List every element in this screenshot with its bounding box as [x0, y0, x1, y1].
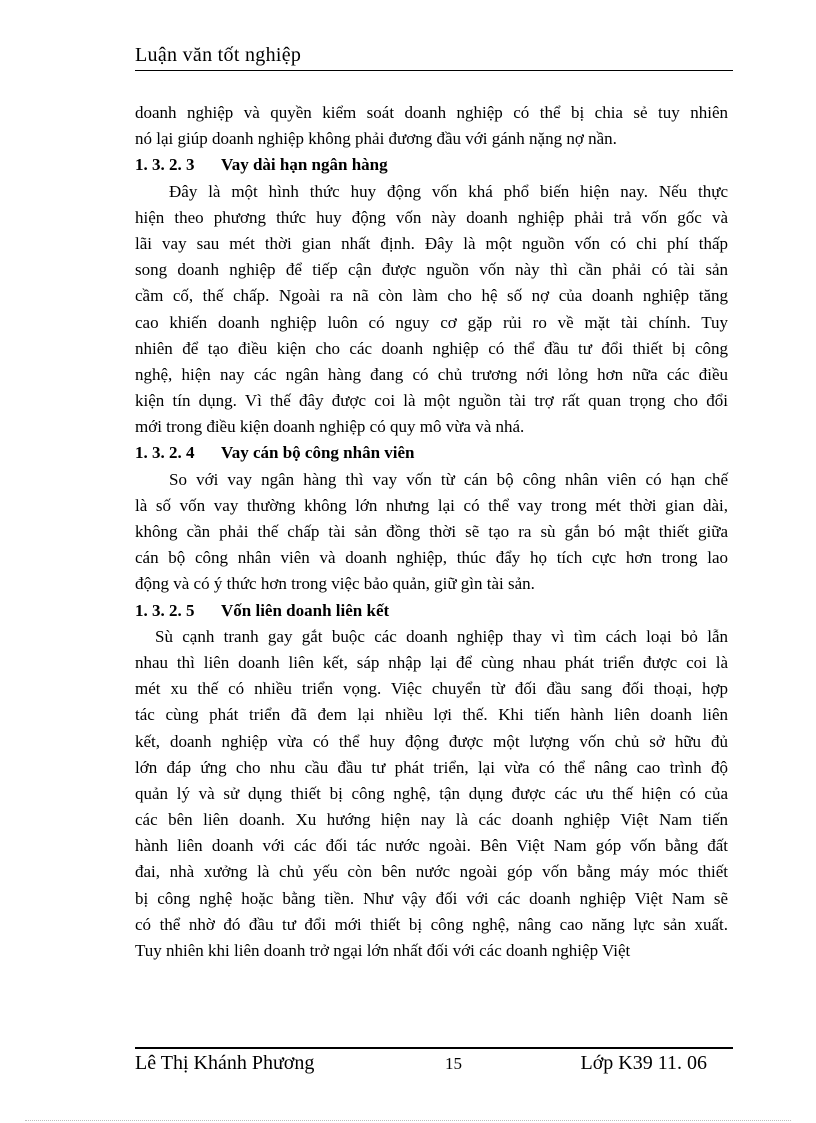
text-line: các bên liên doanh. Xu hướng hiện nay là các doanh nghiệp Việt Nam tiến — [135, 810, 728, 830]
section-title: Vốn liên doanh liên kết — [221, 600, 390, 620]
text-line: mới trong điều kiện doanh nghiệp có quy mô vừa và nhá. — [135, 417, 525, 437]
section-number: 1. 3. 2. 5 — [135, 600, 195, 620]
text-line: không cần phải thế chấp tài sản đồng thời sẽ tạo ra sù gắn bó mật thiết giữa — [135, 522, 728, 541]
text-line: cầm cố, thế chấp. Ngoài ra nã còn làm cho hệ số nợ của doanh nghiệp tăng — [135, 286, 728, 306]
footer-author: Lê Thị Khánh Phương — [135, 1052, 315, 1074]
section-number: 1. 3. 2. 3 — [135, 155, 195, 175]
header-divider — [135, 70, 733, 71]
text-line: đai, nhà xưởng là chủ yếu còn bên nước ngoài góp vốn bằng máy móc thiết — [135, 862, 728, 882]
text-line: động và có ý thức hơn trong việc bảo quản, giữ gìn tài sản. — [135, 574, 535, 594]
paragraph — [135, 179, 728, 441]
text-line: nó lại giúp doanh nghiệp không phải đương đầu với gánh nặng nợ nần. — [135, 129, 617, 149]
section-heading — [135, 152, 728, 178]
text-line: quản lý và sử dụng thiết bị công nghệ, tận dụng được các ưu thế hiện có của — [135, 783, 728, 803]
section — [135, 598, 728, 965]
paragraph — [135, 467, 728, 598]
document-body — [135, 100, 728, 964]
text-line: hiện theo phương thức huy động vốn này doanh nghiệp phải trả vốn gốc và — [135, 207, 728, 227]
page-number: 15 — [444, 1054, 462, 1073]
footer-divider — [135, 1047, 733, 1049]
text-line: kết, doanh nghiệp vừa có thể huy động được một lượng vốn chủ sở hữu đủ — [135, 731, 728, 751]
text-line: kiện tín dụng. Vì thế đây được coi là một nguồn tài trợ rất quan trọng cho đổi — [135, 391, 728, 411]
text-line: cán bộ công nhân viên và doanh nghiệp, thúc đẩy họ tích cực hơn trong lao — [135, 548, 728, 568]
text-line: nhiên để tạo điều kiện cho các doanh nghiệp có thể đầu tư đổi thiết bị công — [135, 338, 728, 358]
text-line: song doanh nghiệp để tiếp cận được nguồn vốn này thì cần phải có tài sản — [135, 260, 728, 280]
text-line: cao khiến doanh nghiệp luôn có nguy cơ gặp rủi ro về mặt tài chính. Tuy — [135, 312, 728, 332]
section-title: Vay dài hạn ngân hàng — [221, 155, 388, 175]
text-line: Sù cạnh tranh gay gắt buộc các doanh nghiệp thay vì tìm cách loại bỏ lẫn — [155, 626, 728, 646]
paragraph — [135, 100, 728, 152]
section-number: 1. 3. 2. 4 — [135, 443, 195, 463]
text-line: doanh nghiệp và quyền kiểm soát doanh nghiệp có thể bị chia sẻ tuy nhiên — [135, 103, 728, 122]
page-footer — [135, 1052, 707, 1075]
text-line: hành liên doanh với các đối tác nước ngoài. Bên Việt Nam góp vốn bằng đất — [135, 836, 728, 856]
text-line: lãi vay sau mét thời gian nhất định. Đây là một nguồn vốn có chi phí thấp — [135, 233, 728, 253]
section-heading — [135, 598, 728, 624]
footer-class: Lớp K39 11. 06 — [580, 1052, 707, 1074]
text-line: tác cùng phát triển đã đem lại nhiều lợi thế. Khi tiến hành liên doanh liên — [135, 705, 728, 725]
section-heading — [135, 440, 728, 466]
text-line: mét xu thế có nhiều triển vọng. Việc chuyển từ đối đầu sang đối thoại, hợp — [135, 679, 728, 699]
section — [135, 152, 728, 440]
section — [135, 440, 728, 597]
text-line: Tuy nhiên khi liên doanh trở ngại lớn nhất đối với các doanh nghiệp Việt — [135, 941, 631, 960]
text-line: lớn đáp ứng cho nhu cầu đầu tư phát triển, lại vừa có thể nâng cao trình độ — [135, 757, 728, 777]
text-line: có thể nhờ đó đầu tư đổi mới thiết bị công nghệ, nâng cao năng lực sản xuất. — [135, 914, 728, 934]
text-line: nhau thì liên doanh liên kết, sáp nhập lại để cùng nhau phát triển được coi là — [135, 652, 728, 672]
text-line: Đây là một hình thức huy động vốn khá phổ biến hiện nay. Nếu thực — [169, 181, 728, 201]
section-title: Vay cán bộ công nhân viên — [221, 443, 415, 463]
text-line: nghệ, hiện nay các ngân hàng đang có chủ trương nới lỏng hơn nữa các điều — [135, 364, 728, 384]
page-header-title: Luận văn tốt nghiệp — [135, 44, 302, 66]
text-line: bị công nghệ hoặc bằng tiền. Như vậy đối với các doanh nghiệp Việt Nam sẽ — [135, 888, 728, 908]
text-line: So với vay ngân hàng thì vay vốn từ cán bộ công nhân viên có hạn chế — [169, 469, 728, 489]
text-line: là số vốn vay thường không lớn nhưng lại có thể vay trong mét thời gian dài, — [135, 495, 728, 515]
paragraph — [135, 624, 728, 964]
page-bottom-border — [25, 1120, 791, 1121]
